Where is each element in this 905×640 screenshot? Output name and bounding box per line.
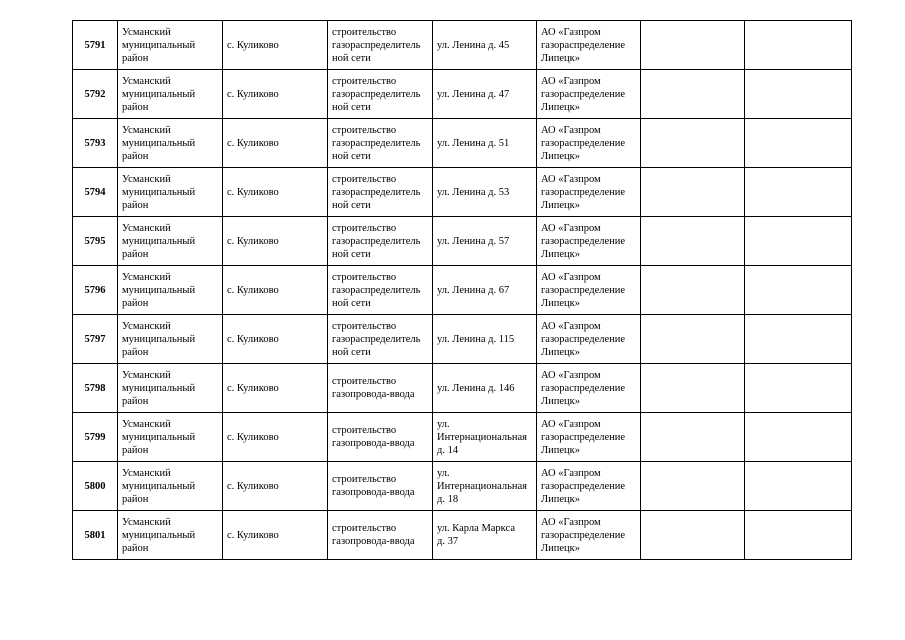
village-text: с. Куликово (227, 186, 279, 198)
district-text: Усманский муниципальный район (122, 467, 196, 505)
row-number-cell (73, 462, 118, 511)
address-cell (433, 364, 537, 413)
village-cell (223, 217, 328, 266)
work-type-cell (328, 70, 433, 119)
address-cell (433, 462, 537, 511)
table-row (73, 511, 852, 560)
work-type-text: строительство газопровода-ввода (332, 376, 415, 400)
empty-cell (641, 266, 745, 315)
work-type-text: строительство газораспределитель ной сети (332, 173, 421, 211)
row-number-text: 5791 (84, 39, 106, 51)
organization-cell (537, 462, 641, 511)
organization-cell (537, 70, 641, 119)
district-text: Усманский муниципальный район (122, 222, 196, 260)
row-number-text: 5797 (84, 333, 106, 345)
row-number-cell (73, 119, 118, 168)
row-number-text: 5798 (84, 382, 106, 394)
work-type-text: строительство газораспределитель ной сети (332, 26, 421, 64)
table-row (73, 217, 852, 266)
address-cell (433, 413, 537, 462)
district-text: Усманский муниципальный район (122, 173, 196, 211)
address-text: ул. Интернациональная д. 18 (437, 467, 527, 505)
address-text: ул. Ленина д. 67 (437, 284, 510, 296)
village-cell (223, 462, 328, 511)
organization-cell (537, 217, 641, 266)
table-row (73, 70, 852, 119)
table-row (73, 266, 852, 315)
row-number-text: 5800 (84, 480, 106, 492)
row-number-cell (73, 315, 118, 364)
village-cell (223, 315, 328, 364)
village-text: с. Куликово (227, 333, 279, 345)
address-text: ул. Карла Маркса д. 37 (437, 523, 515, 547)
address-text: ул. Ленина д. 51 (437, 137, 510, 149)
address-cell (433, 70, 537, 119)
row-number-text: 5793 (84, 137, 106, 149)
registry-table (72, 20, 852, 560)
district-cell (118, 168, 223, 217)
work-type-text: строительство газораспределитель ной сети (332, 271, 421, 309)
district-text: Усманский муниципальный район (122, 124, 196, 162)
work-type-text: строительство газопровода-ввода (332, 474, 415, 498)
district-text: Усманский муниципальный район (122, 369, 196, 407)
empty-cell (641, 364, 745, 413)
table-row (73, 168, 852, 217)
empty-cell (745, 266, 852, 315)
work-type-text: строительство газораспределитель ной сети (332, 124, 421, 162)
address-text: ул. Ленина д. 47 (437, 88, 510, 100)
table-row (73, 462, 852, 511)
row-number-cell (73, 266, 118, 315)
empty-cell (641, 315, 745, 364)
table-row (73, 413, 852, 462)
organization-text: АО «Газпром газораспределение Липецк» (541, 222, 626, 260)
row-number-cell (73, 70, 118, 119)
row-number-text: 5796 (84, 284, 106, 296)
work-type-cell (328, 119, 433, 168)
work-type-cell (328, 266, 433, 315)
village-cell (223, 413, 328, 462)
work-type-cell (328, 364, 433, 413)
village-cell (223, 364, 328, 413)
row-number-cell (73, 511, 118, 560)
empty-cell (745, 413, 852, 462)
district-text: Усманский муниципальный район (122, 75, 196, 113)
organization-text: АО «Газпром газораспределение Липецк» (541, 124, 626, 162)
empty-cell (745, 217, 852, 266)
organization-text: АО «Газпром газораспределение Липецк» (541, 75, 626, 113)
village-text: с. Куликово (227, 284, 279, 296)
village-cell (223, 70, 328, 119)
row-number-text: 5792 (84, 88, 106, 100)
district-cell (118, 21, 223, 70)
organization-text: АО «Газпром газораспределение Липецк» (541, 271, 626, 309)
work-type-text: строительство газораспределитель ной сети (332, 320, 421, 358)
row-number-text: 5795 (84, 235, 106, 247)
empty-cell (641, 511, 745, 560)
district-text: Усманский муниципальный район (122, 418, 196, 456)
row-number-cell (73, 217, 118, 266)
organization-cell (537, 21, 641, 70)
table-row (73, 364, 852, 413)
work-type-text: строительство газораспределитель ной сети (332, 75, 421, 113)
row-number-cell (73, 21, 118, 70)
district-text: Усманский муниципальный район (122, 271, 196, 309)
address-cell (433, 266, 537, 315)
village-cell (223, 21, 328, 70)
organization-cell (537, 511, 641, 560)
organization-text: АО «Газпром газораспределение Липецк» (541, 418, 626, 456)
district-cell (118, 462, 223, 511)
village-text: с. Куликово (227, 39, 279, 51)
village-text: с. Куликово (227, 431, 279, 443)
organization-cell (537, 266, 641, 315)
village-text: с. Куликово (227, 235, 279, 247)
district-cell (118, 70, 223, 119)
village-cell (223, 511, 328, 560)
organization-cell (537, 364, 641, 413)
village-cell (223, 266, 328, 315)
empty-cell (641, 462, 745, 511)
empty-cell (641, 70, 745, 119)
registry-body (73, 21, 852, 560)
village-cell (223, 119, 328, 168)
district-cell (118, 364, 223, 413)
address-cell (433, 21, 537, 70)
empty-cell (745, 168, 852, 217)
district-cell (118, 315, 223, 364)
empty-cell (745, 21, 852, 70)
empty-cell (641, 217, 745, 266)
table-row (73, 315, 852, 364)
work-type-cell (328, 315, 433, 364)
row-number-cell (73, 413, 118, 462)
address-text: ул. Ленина д. 115 (437, 333, 515, 345)
organization-cell (537, 119, 641, 168)
table-row (73, 21, 852, 70)
work-type-text: строительство газопровода-ввода (332, 425, 415, 449)
organization-text: АО «Газпром газораспределение Липецк» (541, 467, 626, 505)
empty-cell (745, 462, 852, 511)
organization-cell (537, 413, 641, 462)
empty-cell (641, 413, 745, 462)
address-cell (433, 168, 537, 217)
address-cell (433, 217, 537, 266)
address-cell (433, 315, 537, 364)
district-text: Усманский муниципальный район (122, 320, 196, 358)
row-number-cell (73, 168, 118, 217)
organization-text: АО «Газпром газораспределение Липецк» (541, 369, 626, 407)
table-row (73, 119, 852, 168)
row-number-text: 5799 (84, 431, 106, 443)
empty-cell (641, 119, 745, 168)
village-text: с. Куликово (227, 382, 279, 394)
address-text: ул. Ленина д. 57 (437, 235, 510, 247)
district-cell (118, 119, 223, 168)
empty-cell (745, 364, 852, 413)
empty-cell (745, 119, 852, 168)
work-type-cell (328, 21, 433, 70)
row-number-cell (73, 364, 118, 413)
village-text: с. Куликово (227, 529, 279, 541)
organization-text: АО «Газпром газораспределение Липецк» (541, 320, 626, 358)
village-text: с. Куликово (227, 137, 279, 149)
organization-text: АО «Газпром газораспределение Липецк» (541, 516, 626, 554)
district-cell (118, 413, 223, 462)
address-text: ул. Ленина д. 146 (437, 382, 515, 394)
organization-cell (537, 315, 641, 364)
village-text: с. Куликово (227, 480, 279, 492)
village-cell (223, 168, 328, 217)
empty-cell (745, 511, 852, 560)
address-cell (433, 119, 537, 168)
work-type-cell (328, 217, 433, 266)
district-cell (118, 266, 223, 315)
row-number-text: 5794 (84, 186, 106, 198)
district-cell (118, 217, 223, 266)
address-text: ул. Ленина д. 53 (437, 186, 510, 198)
empty-cell (641, 21, 745, 70)
empty-cell (745, 315, 852, 364)
work-type-cell (328, 168, 433, 217)
work-type-text: строительство газопровода-ввода (332, 523, 415, 547)
district-text: Усманский муниципальный район (122, 516, 196, 554)
organization-text: АО «Газпром газораспределение Липецк» (541, 26, 626, 64)
work-type-cell (328, 462, 433, 511)
empty-cell (745, 70, 852, 119)
row-number-text: 5801 (84, 529, 106, 541)
empty-cell (641, 168, 745, 217)
district-text: Усманский муниципальный район (122, 26, 196, 64)
village-text: с. Куликово (227, 88, 279, 100)
work-type-cell (328, 511, 433, 560)
organization-cell (537, 168, 641, 217)
address-cell (433, 511, 537, 560)
work-type-text: строительство газораспределитель ной сети (332, 222, 421, 260)
work-type-cell (328, 413, 433, 462)
address-text: ул. Интернациональная д. 14 (437, 418, 527, 456)
organization-text: АО «Газпром газораспределение Липецк» (541, 173, 626, 211)
address-text: ул. Ленина д. 45 (437, 39, 510, 51)
district-cell (118, 511, 223, 560)
